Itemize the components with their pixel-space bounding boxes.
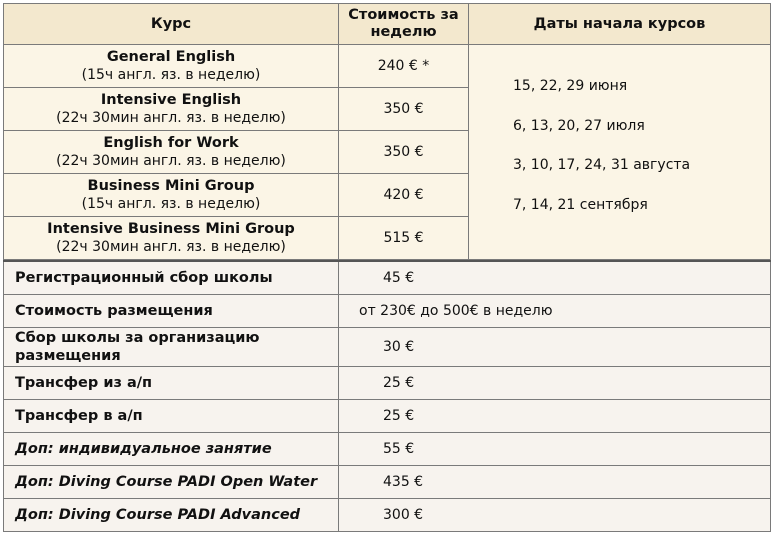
price-table-container	[3, 3, 770, 532]
course-price: 350 €	[339, 88, 469, 131]
fee-label: Трансфер из а/п	[4, 367, 339, 400]
course-hours: (22ч 30мин англ. яз. в неделю)	[56, 239, 286, 255]
header-dates: Даты начала курсов	[469, 4, 771, 45]
course-name: Intensive Business Mini Group	[47, 221, 295, 237]
course-name: General English	[106, 49, 236, 65]
fee-label: Трансфер в а/п	[4, 400, 339, 433]
course-hours: (22ч 30мин англ. яз. в неделю)	[56, 110, 286, 126]
fee-row	[4, 433, 771, 466]
course-price: 515 €	[339, 217, 469, 260]
start-dates-cell	[469, 45, 771, 260]
start-date-august: 3, 10, 17, 24, 31 августа	[513, 157, 691, 173]
fees-table	[3, 260, 771, 532]
fee-label: Доп: индивидуальное занятие	[4, 433, 339, 466]
course-price: 240 € *	[339, 45, 469, 88]
fee-row	[4, 295, 771, 328]
start-date-june: 15, 22, 29 июня	[513, 78, 628, 94]
fee-value: 435 €	[339, 466, 771, 499]
course-cell	[4, 45, 339, 88]
course-name: English for Work	[103, 135, 239, 151]
fee-row	[4, 499, 771, 532]
fee-label: Сбор школы за организацию размещения	[4, 328, 339, 367]
fee-label: Стоимость размещения	[4, 295, 339, 328]
fee-row	[4, 400, 771, 433]
fee-value: 30 €	[339, 328, 771, 367]
course-price: 350 €	[339, 131, 469, 174]
fee-label: Доп: Diving Course PADI Advanced	[4, 499, 339, 532]
course-hours: (22ч 30мин англ. яз. в неделю)	[56, 153, 286, 169]
fee-value: от 230€ до 500€ в неделю	[339, 295, 771, 328]
course-cell	[4, 88, 339, 131]
fee-value: 55 €	[339, 433, 771, 466]
course-name: Intensive English	[100, 92, 242, 108]
fee-label: Доп: Diving Course PADI Open Water	[4, 466, 339, 499]
fee-row	[4, 261, 771, 295]
start-date-july: 6, 13, 20, 27 июля	[513, 117, 645, 134]
course-price: 420 €	[339, 174, 469, 217]
fee-row	[4, 466, 771, 499]
start-date-september: 7, 14, 21 сентября	[513, 196, 648, 213]
header-row	[4, 4, 771, 45]
course-hours: (15ч англ. яз. в неделю)	[81, 196, 261, 212]
course-cell	[4, 131, 339, 174]
fee-row	[4, 328, 771, 367]
fee-label: Регистрационный сбор школы	[4, 261, 339, 295]
course-hours: (15ч англ. яз. в неделю)	[81, 67, 261, 83]
course-row	[4, 45, 771, 88]
fee-value: 25 €	[339, 367, 771, 400]
course-cell	[4, 217, 339, 260]
course-cell	[4, 174, 339, 217]
header-price: Стоимость за неделю	[339, 4, 469, 45]
fee-value: 45 €	[339, 261, 771, 295]
fee-row	[4, 367, 771, 400]
header-course: Курс	[4, 4, 339, 45]
fee-value: 25 €	[339, 400, 771, 433]
course-price-table	[3, 3, 771, 260]
fee-value: 300 €	[339, 499, 771, 532]
course-name: Business Mini Group	[87, 178, 255, 194]
